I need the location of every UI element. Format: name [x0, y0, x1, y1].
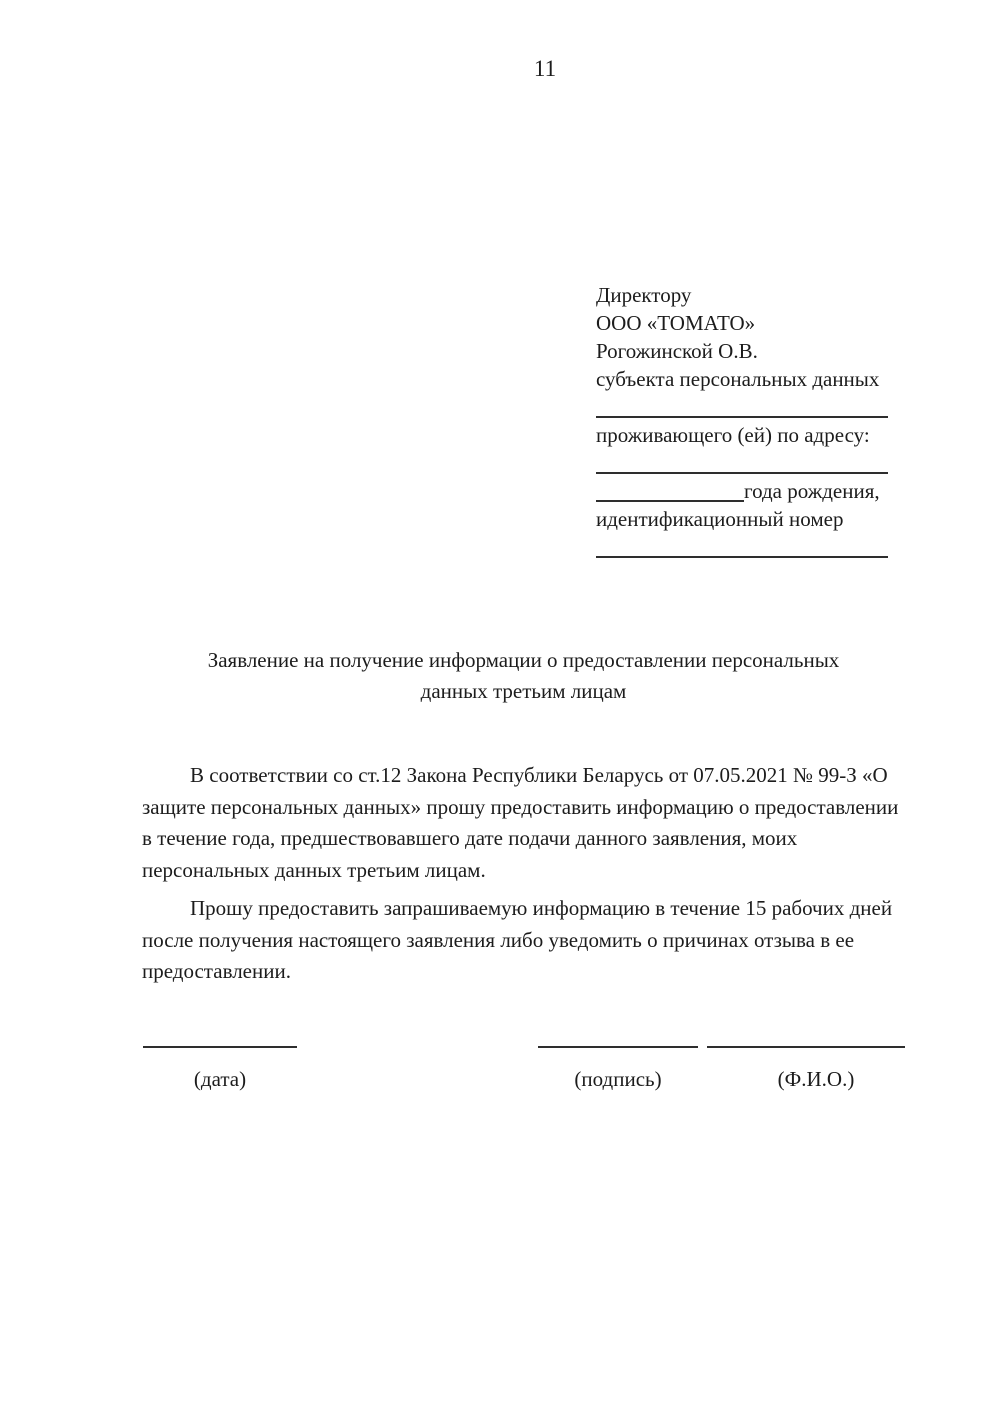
fullname-label: (Ф.И.О.)	[777, 1067, 855, 1091]
signature-line	[538, 1046, 698, 1048]
blank-line	[596, 452, 888, 474]
body-paragraph-request: Прошу предоставить запрашиваемую информацию в течение 15 рабочих дней после получения настоящего заявления либо уведомить о причинах отзыва в ее предоставлении.	[142, 896, 893, 983]
recipient-line-company: ООО «ТОМАТО»	[596, 311, 756, 335]
blank-field-name	[596, 393, 908, 421]
blank-line	[596, 480, 744, 502]
recipient-line-subject: субъекта персональных данных	[596, 367, 880, 391]
signature-label: (подпись)	[574, 1067, 662, 1091]
recipient-birth-line	[596, 477, 908, 505]
fullname-line	[707, 1046, 905, 1048]
date-label: (дата)	[193, 1067, 247, 1091]
blank-field-id-number	[596, 533, 908, 561]
recipient-block	[596, 281, 908, 561]
recipient-line-person: Рогожинской О.В.	[596, 339, 758, 363]
recipient-id-label: идентификационный номер	[596, 507, 844, 531]
blank-line	[596, 536, 888, 558]
birth-year-suffix: года рождения,	[744, 479, 880, 503]
document-title	[142, 645, 905, 707]
document-title-text: Заявление на получение информации о предоставлении персональных данных третьим лицам	[207, 648, 840, 703]
date-signature-line	[143, 1046, 297, 1048]
blank-field-address	[596, 449, 908, 477]
page-number: 11	[533, 56, 557, 81]
body-paragraph-legal-basis: В соответствии со ст.12 Закона Республики Беларусь от 07.05.2021 № 99-З «О защите персональных данных» прошу предоставить информацию о предоставлении в течение года, предшествовавшего дате подачи данного заявления, моих персональных данных третьим лицам.	[142, 763, 899, 882]
recipient-line-director: Директору	[596, 283, 692, 307]
blank-line	[596, 396, 888, 418]
recipient-address-label: проживающего (ей) по адресу:	[596, 423, 870, 447]
